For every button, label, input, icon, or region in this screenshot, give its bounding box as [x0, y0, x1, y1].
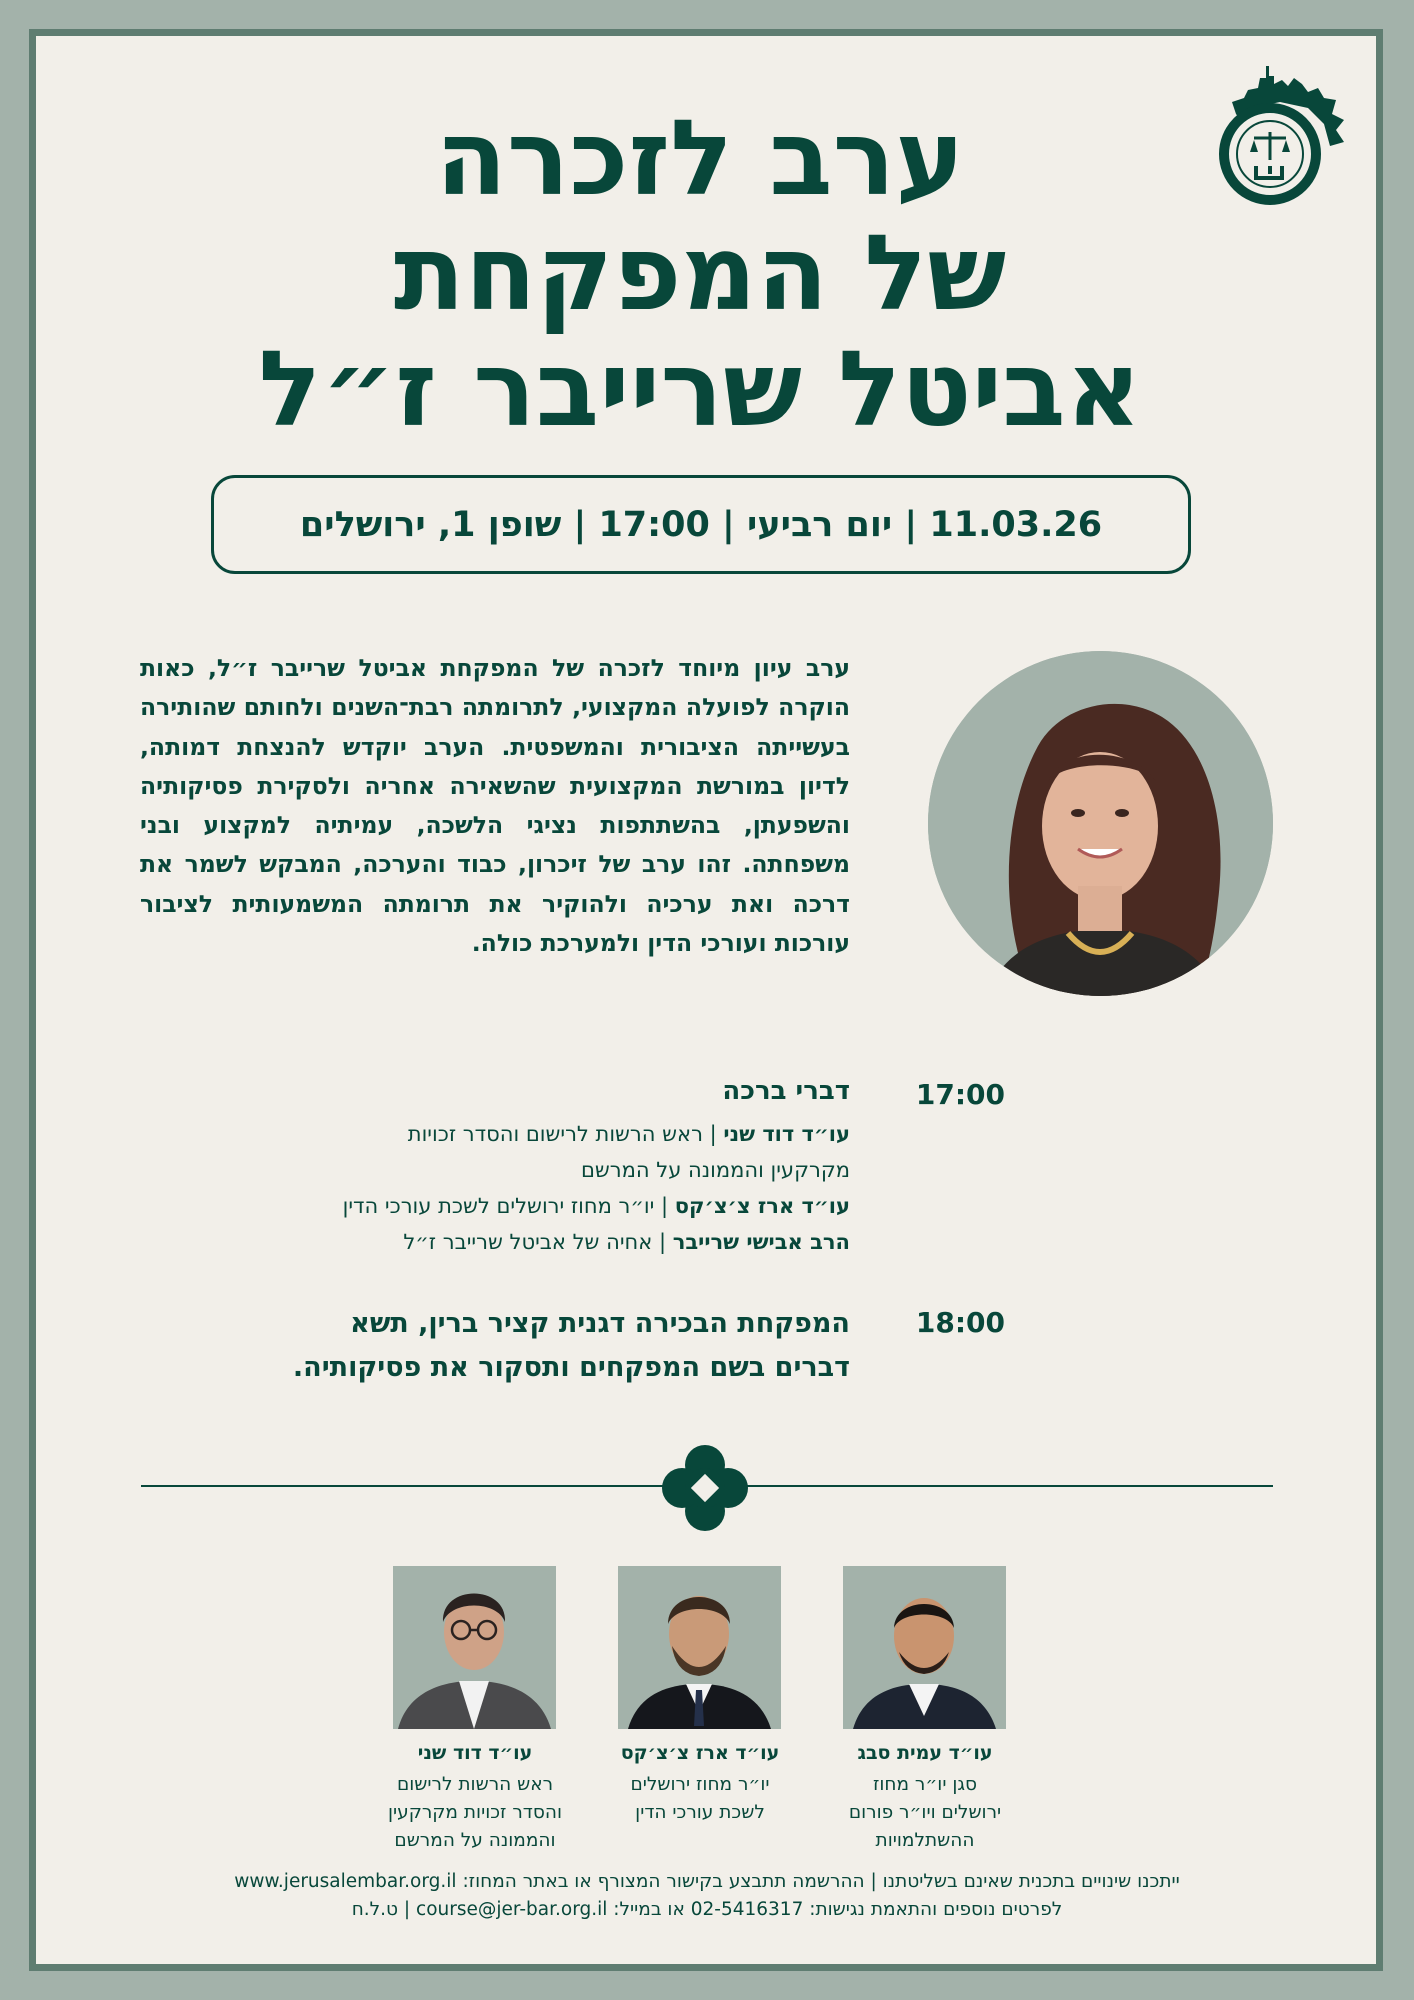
speaker-role: | ראש הרשות לרישום והסדר זכויות: [407, 1122, 724, 1146]
speaker-role: [600, 1771, 800, 1827]
speaker-name: עו״ד עמית סבג: [857, 1742, 993, 1764]
title-line-1: ערב לזכרה: [435, 97, 965, 219]
speaker-role-line: לשכת עורכי הדין: [635, 1802, 765, 1823]
event-info-box: [211, 475, 1191, 574]
speaker-name: עו״ד דוד שני: [723, 1122, 850, 1146]
title-line-3: אביטל שרייבר ז״ל: [258, 328, 1142, 450]
title-line-2: של המפקחת: [393, 212, 1007, 334]
speaker-role: [825, 1771, 1025, 1855]
speaker-name: הרב אבישי שרייבר: [672, 1230, 850, 1254]
program-item-1: [240, 1076, 850, 1260]
speaker-name: עו״ד ארז צ׳צ׳קס: [620, 1742, 780, 1764]
speaker-role: | יו״ר מחוז ירושלים לשכת עורכי הדין: [342, 1194, 675, 1218]
program-time-2: 18:00: [915, 1306, 1005, 1339]
divider-line: [141, 1485, 681, 1487]
speaker-name: עו״ד דוד שני: [417, 1742, 533, 1764]
program-item-2: [200, 1302, 850, 1390]
program-item-2-line-1: המפקחת הבכירה דגנית קציר ברין, תשא: [350, 1308, 850, 1339]
speaker-photo: [618, 1566, 781, 1729]
program-item-2-line-2: דברים בשם המפקחים ותסקור את פסיקותיה.: [292, 1352, 850, 1383]
program-heading: דברי ברכה: [722, 1076, 850, 1106]
event-info-text: 11.03.26 | יום רביעי | 17:00 | שופן 1, ירושלים: [299, 504, 1103, 545]
divider-line: [733, 1485, 1273, 1487]
speaker-role-line: ההשתלמויות: [875, 1830, 975, 1851]
program-speaker-line: [240, 1152, 850, 1188]
speaker-photo: [843, 1566, 1006, 1729]
program-speaker-line: [240, 1188, 850, 1224]
program-speaker-line: [240, 1224, 850, 1260]
program-time-1: 17:00: [915, 1078, 1005, 1111]
intro-paragraph: ערב עיון מיוחד לזכרה של המפקחת אביטל שרייבר ז״ל, כאות הוקרה לפועלה המקצועי, לתרומתה רבת־השנים ולחותם שהותירה בעשייתה הציבורית והמשפטית. הערב יוקדש להנצחת דמותה, לדיון במורשת המקצועית שהשאירה אחריה ולסקירת פסיקותיה והשפעתן, בהשתתפות נציגי הלשכה, עמיתיה למקצוע ובני משפחתה. זהו ערב של זיכרון, כבוד והערכה, המבקש לשמר את דרכה ואת ערכיה ולהוקיר את תרומתה המשמעותית לציבור עורכות ועורכי הדין ולמערכת כולה.: [140, 654, 850, 958]
program-speaker-line: [240, 1116, 850, 1152]
speaker-role-line: והסדר זכויות מקרקעין: [387, 1802, 562, 1823]
speaker-role-line: יו״ר מחוז ירושלים: [630, 1774, 770, 1795]
speaker-role-line: והממונה על המרשם: [394, 1830, 556, 1851]
honoree-portrait: [928, 651, 1273, 996]
speaker-photo: [393, 1566, 556, 1729]
footer-registration-text: ייתכנו שינויים בתכנית שאינם בשליטתנו | ההרשמה תתבצע בקישור המצורף או באתר המחוז: www.jerusalembar.org.il: [234, 1871, 1180, 1892]
speaker-role-line: ראש הרשות לרישום: [396, 1774, 554, 1795]
speaker-role-line: סגן יו״ר מחוז: [872, 1774, 978, 1795]
speaker-role-line: ירושלים ויו״ר פורום: [848, 1802, 1002, 1823]
quatrefoil-ornament-icon: [660, 1443, 750, 1533]
speaker-role: מקרקעין והממונה על המרשם: [580, 1158, 850, 1182]
speaker-role: [375, 1771, 575, 1855]
speaker-name: עו״ד ארז צ׳צ׳קס: [674, 1194, 850, 1218]
footer-contact-text: לפרטים נוספים והתאמת נגישות: 02-5416317 או במייל: course@jer-bar.org.il | ט.ל.ח: [351, 1899, 1063, 1920]
speaker-role: | אחיה של אביטל שרייבר ז״ל: [403, 1230, 673, 1254]
